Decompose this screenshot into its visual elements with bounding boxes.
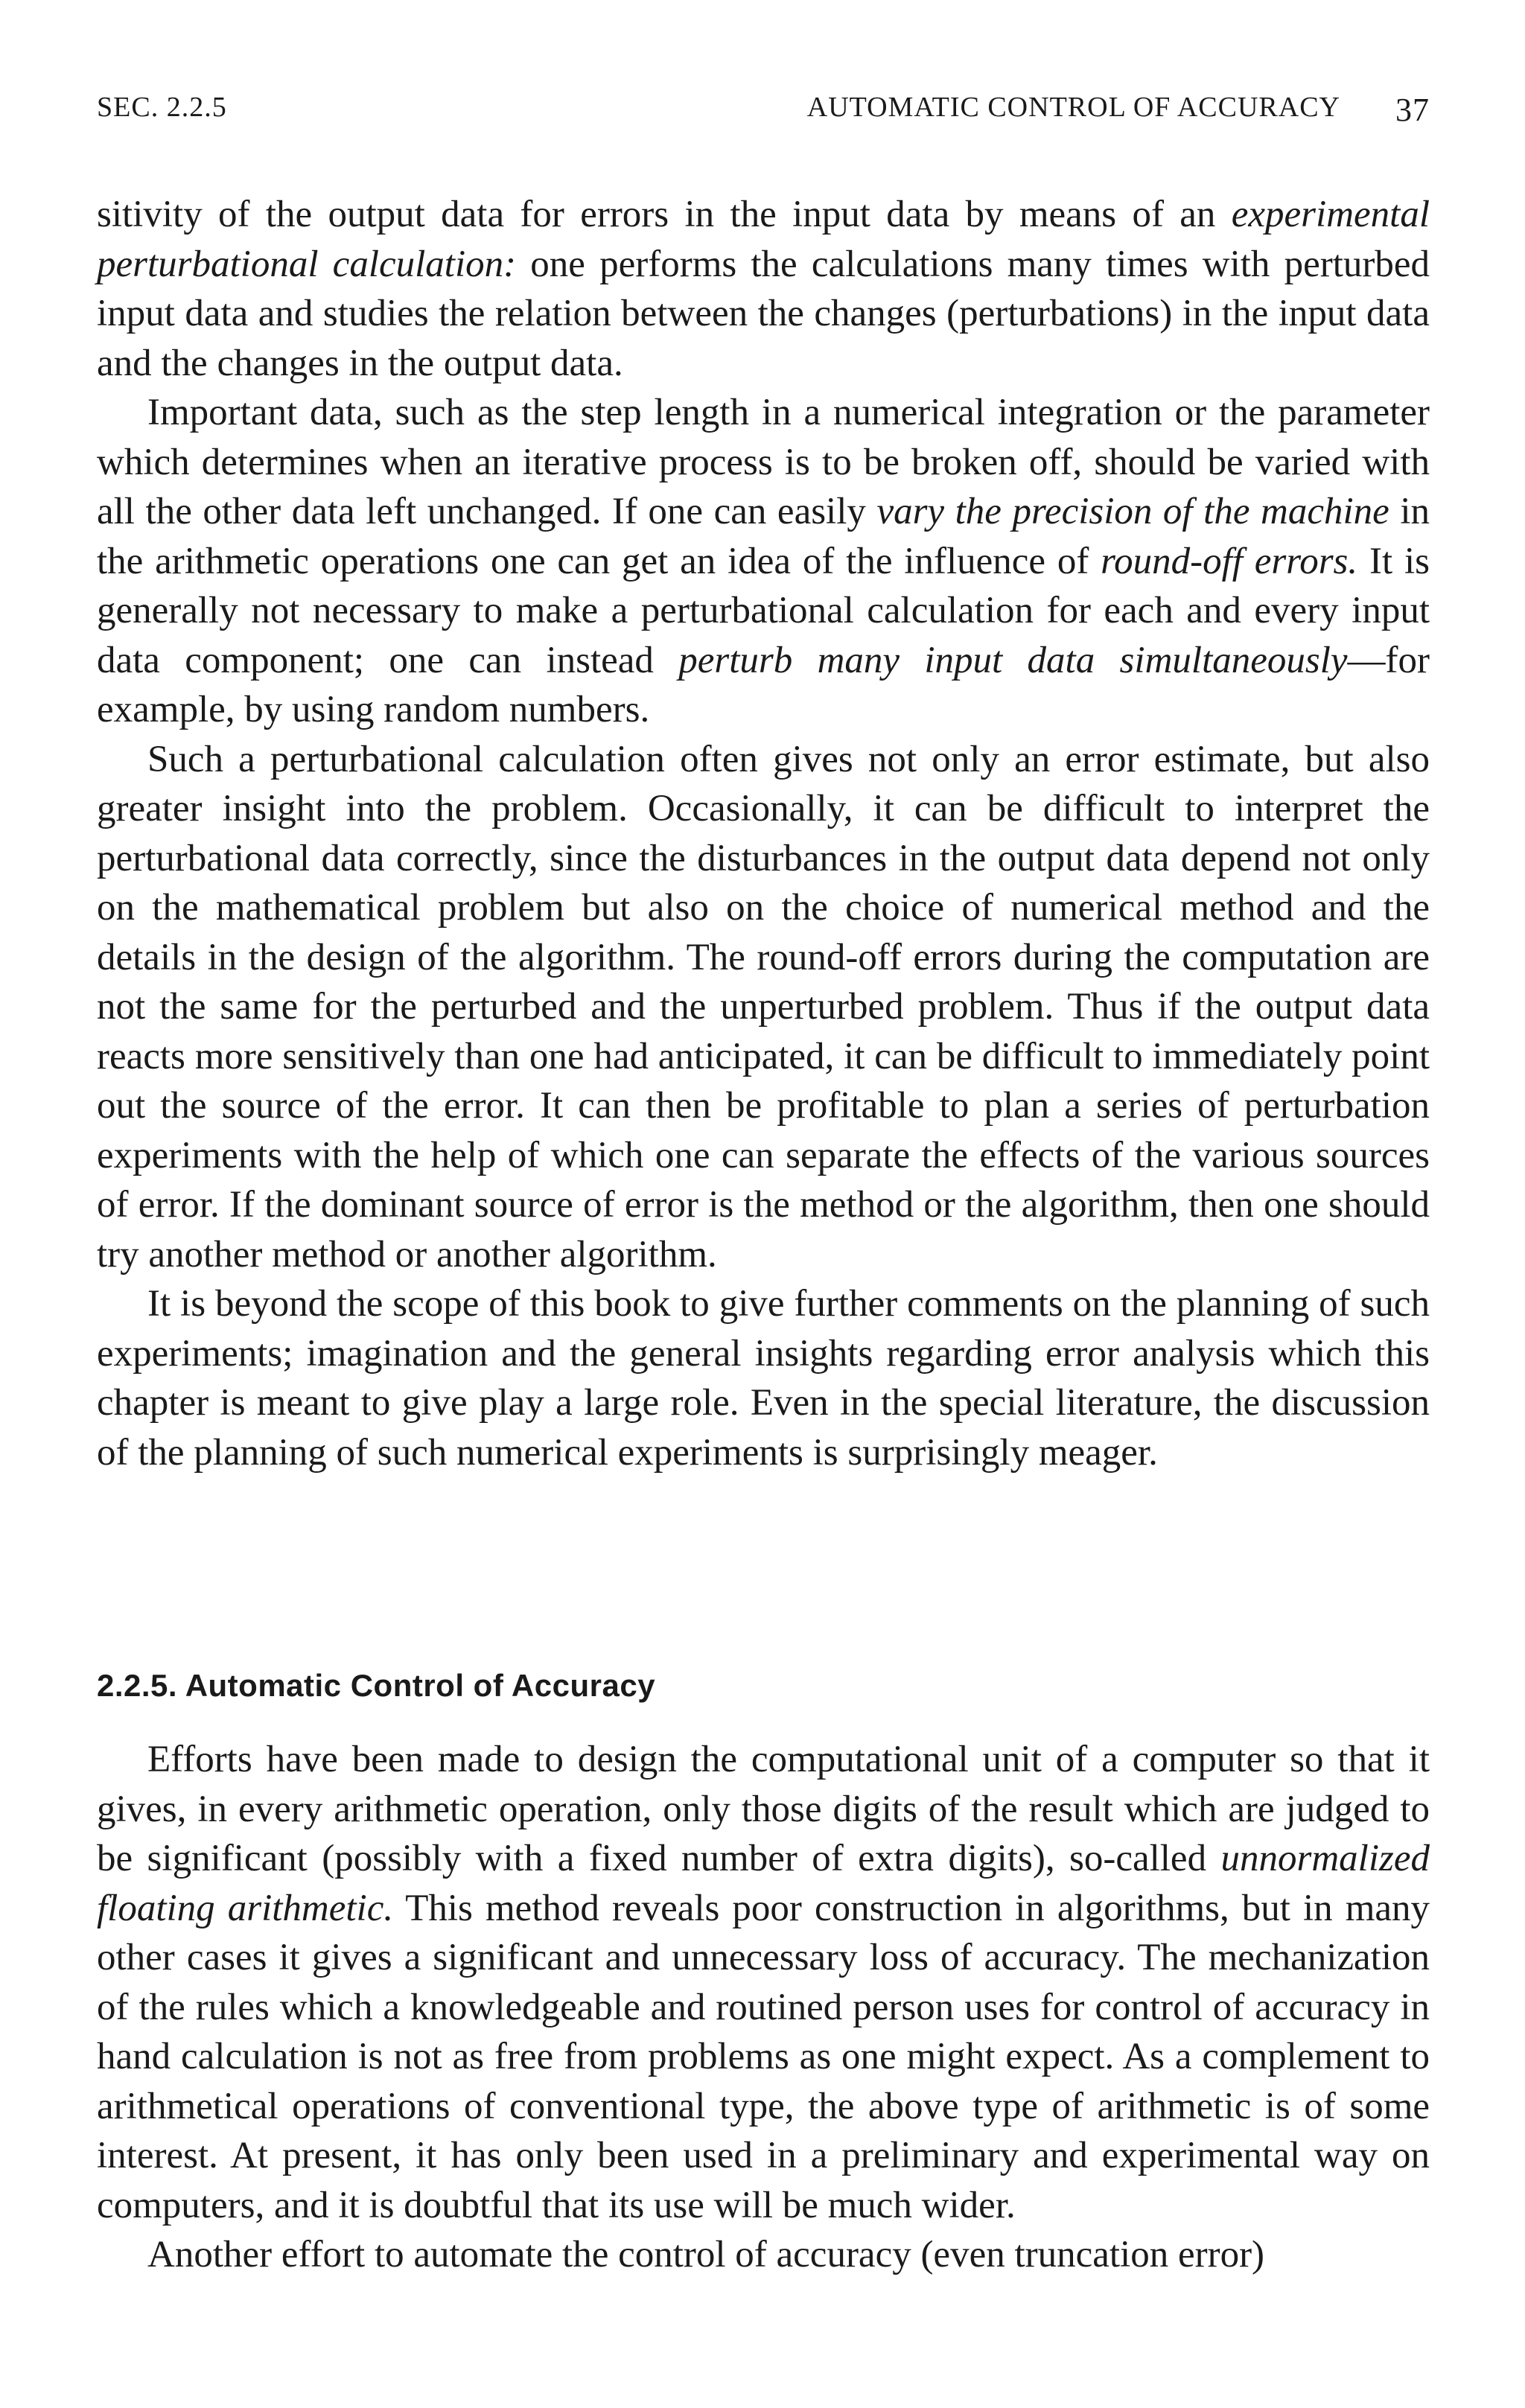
text-run: This method reveals poor construction in algorithms, but in many other cases it gives a significant and unnecessary loss of accuracy. The mechanization of the rules which a knowledgeable and routined person uses for control of accuracy in hand calculation is not as free from problems as one might expect. As a complement to arithmetical operations of conventional type, the above type of arithmetic is of some interest. At present, it has only been used in a preliminary and experimental way on computers, and it is doubtful that its use will be much wider.	[97, 1887, 1430, 2226]
paragraph	[97, 735, 1430, 1280]
text-run: It is beyond the scope of this book to give further comments on the planning of such experiments; imagination and the general insights regarding error analysis which this chapter is meant to give play a large role. Even in the special literature, the discussion of the planning of such numerical experiments is surprisingly meager.	[97, 1283, 1430, 1474]
text-run: Such a perturbational calculation often gives not only an error estimate, but also greater insight into the problem. Occasionally, it can be difficult to interpret the perturbational data correctly, since the disturbances in the output data depend not only on the mathematical problem but also on the choice of numerical method and the details in the design of the algorithm. The round-off errors during the computation are not the same for the perturbed and the unperturbed problem. Thus if the output data reacts more sensitively than one had anticipated, it can be difficult to immediately point out the source of the error. It can then be profitable to plan a series of perturbation experiments with the help of which one can separate the effects of the various sources of error. If the dominant source of error is the method or the algorithm, then one should try another method or another algorithm.	[97, 738, 1430, 1275]
running-head	[97, 91, 1430, 133]
section-heading: 2.2.5. Automatic Control of Accuracy	[97, 1668, 656, 1703]
italic-phrase: experimental perturbational calculation:	[97, 194, 1430, 285]
page-number: 37	[1395, 92, 1430, 128]
paragraph	[97, 190, 1430, 388]
running-title: AUTOMATIC CONTROL OF ACCURACY	[806, 92, 1340, 123]
paragraph	[97, 1735, 1430, 2230]
italic-phrase: round-off errors.	[1101, 540, 1358, 582]
text-run: one performs the calculations many times with perturbed input data and studies the relation between the changes (perturbations) in the input data and the changes in the output data.	[97, 243, 1430, 384]
text-run: Efforts have been made to design the computational unit of a computer so that it gives, in every arithmetic operation, only those digits of the result which are judged to be significant (possibly with a fixed number of extra digits), so-called	[97, 1739, 1430, 1879]
body-text-top	[97, 190, 1430, 1477]
paragraph	[97, 388, 1430, 735]
italic-phrase: perturb many input data simultaneously	[678, 639, 1348, 681]
paragraph	[97, 1279, 1430, 1477]
text-run: sitivity of the output data for errors in the input data by means of an	[97, 194, 1232, 235]
text-run: Another effort to automate the control of accuracy (even truncation error)	[147, 2234, 1265, 2275]
text-run: —for example, by using random numbers.	[97, 639, 1430, 730]
italic-phrase: unnormalized floating arithmetic.	[97, 1838, 1430, 1929]
text-run: Important data, such as the step length in a numerical integration or the parameter which determines when an iterative process is to be broken off, should be varied with all the other data left unchanged. If one can easily	[97, 392, 1430, 532]
section-number: SEC. 2.2.5	[97, 92, 227, 123]
text-run: in the arithmetic operations one can get an idea of the influence of	[97, 491, 1430, 582]
italic-phrase: vary the precision of the machine	[876, 491, 1389, 532]
body-text-bottom	[97, 1735, 1430, 2280]
paragraph	[97, 2230, 1430, 2280]
text-run: It is generally not necessary to make a perturbational calculation for each and every input data component; one can instead	[97, 540, 1430, 681]
book-page	[97, 0, 1430, 2408]
